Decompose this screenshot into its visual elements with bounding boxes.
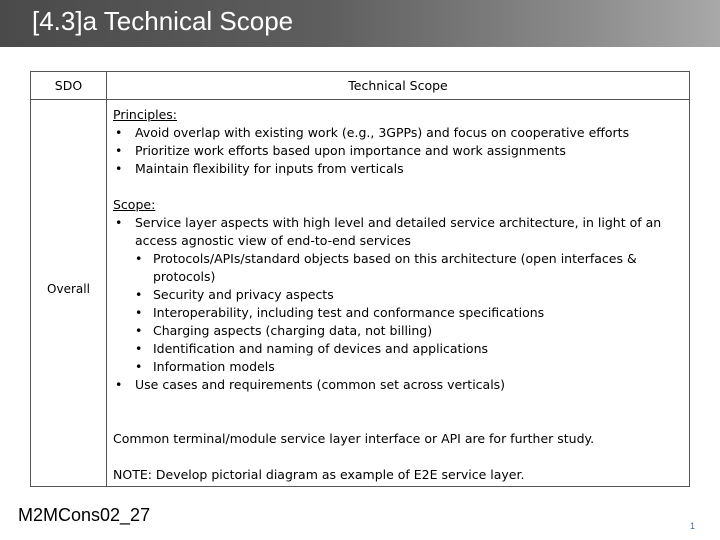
page-number: 1 bbox=[690, 521, 696, 531]
header-technical-scope: Technical Scope bbox=[107, 72, 690, 100]
slide-title: [4.3]a Technical Scope bbox=[32, 6, 294, 36]
list-item: • Avoid overlap with existing work (e.g., 3GPPs) and focus on cooperative efforts bbox=[113, 124, 685, 142]
technical-scope-table bbox=[30, 71, 690, 487]
header-sdo: SDO bbox=[31, 72, 107, 100]
principles-heading: Principles: bbox=[113, 107, 178, 122]
scope-heading: Scope: bbox=[113, 197, 156, 212]
list-item: • Interoperability, including test and conformance specifications bbox=[133, 304, 685, 322]
table-row bbox=[31, 100, 690, 487]
scope-sub-list bbox=[133, 250, 685, 376]
common-terminal-text: Common terminal/module service layer interface or API are for further study. bbox=[113, 431, 595, 446]
list-item: • Use cases and requirements (common set across verticals) bbox=[113, 376, 685, 394]
title-bar bbox=[0, 0, 720, 47]
list-item: • Maintain flexibility for inputs from verticals bbox=[113, 160, 685, 178]
list-item: • Prioritize work efforts based upon importance and work assignments bbox=[113, 142, 685, 160]
note-text: NOTE: Develop pictorial diagram as example of E2E service layer. bbox=[113, 467, 525, 482]
list-item: • Identification and naming of devices and applications bbox=[133, 340, 685, 358]
list-item: • Security and privacy aspects bbox=[133, 286, 685, 304]
scope-cell bbox=[107, 100, 690, 487]
list-item: • Service layer aspects with high level and detailed service architecture, in light of an access agnostic view of end-to-end services bbox=[113, 214, 685, 250]
sdo-cell: Overall bbox=[31, 100, 107, 487]
footer-document-id: M2MCons02_27 bbox=[18, 505, 151, 525]
principles-list bbox=[113, 124, 685, 178]
scope-list bbox=[113, 214, 685, 250]
scope-list-2 bbox=[113, 376, 685, 394]
list-item: • Charging aspects (charging data, not billing) bbox=[133, 322, 685, 340]
list-item: • Information models bbox=[133, 358, 685, 376]
list-item: • Protocols/APIs/standard objects based on this architecture (open interfaces & protocols) bbox=[133, 250, 685, 286]
table-header-row bbox=[31, 72, 690, 100]
